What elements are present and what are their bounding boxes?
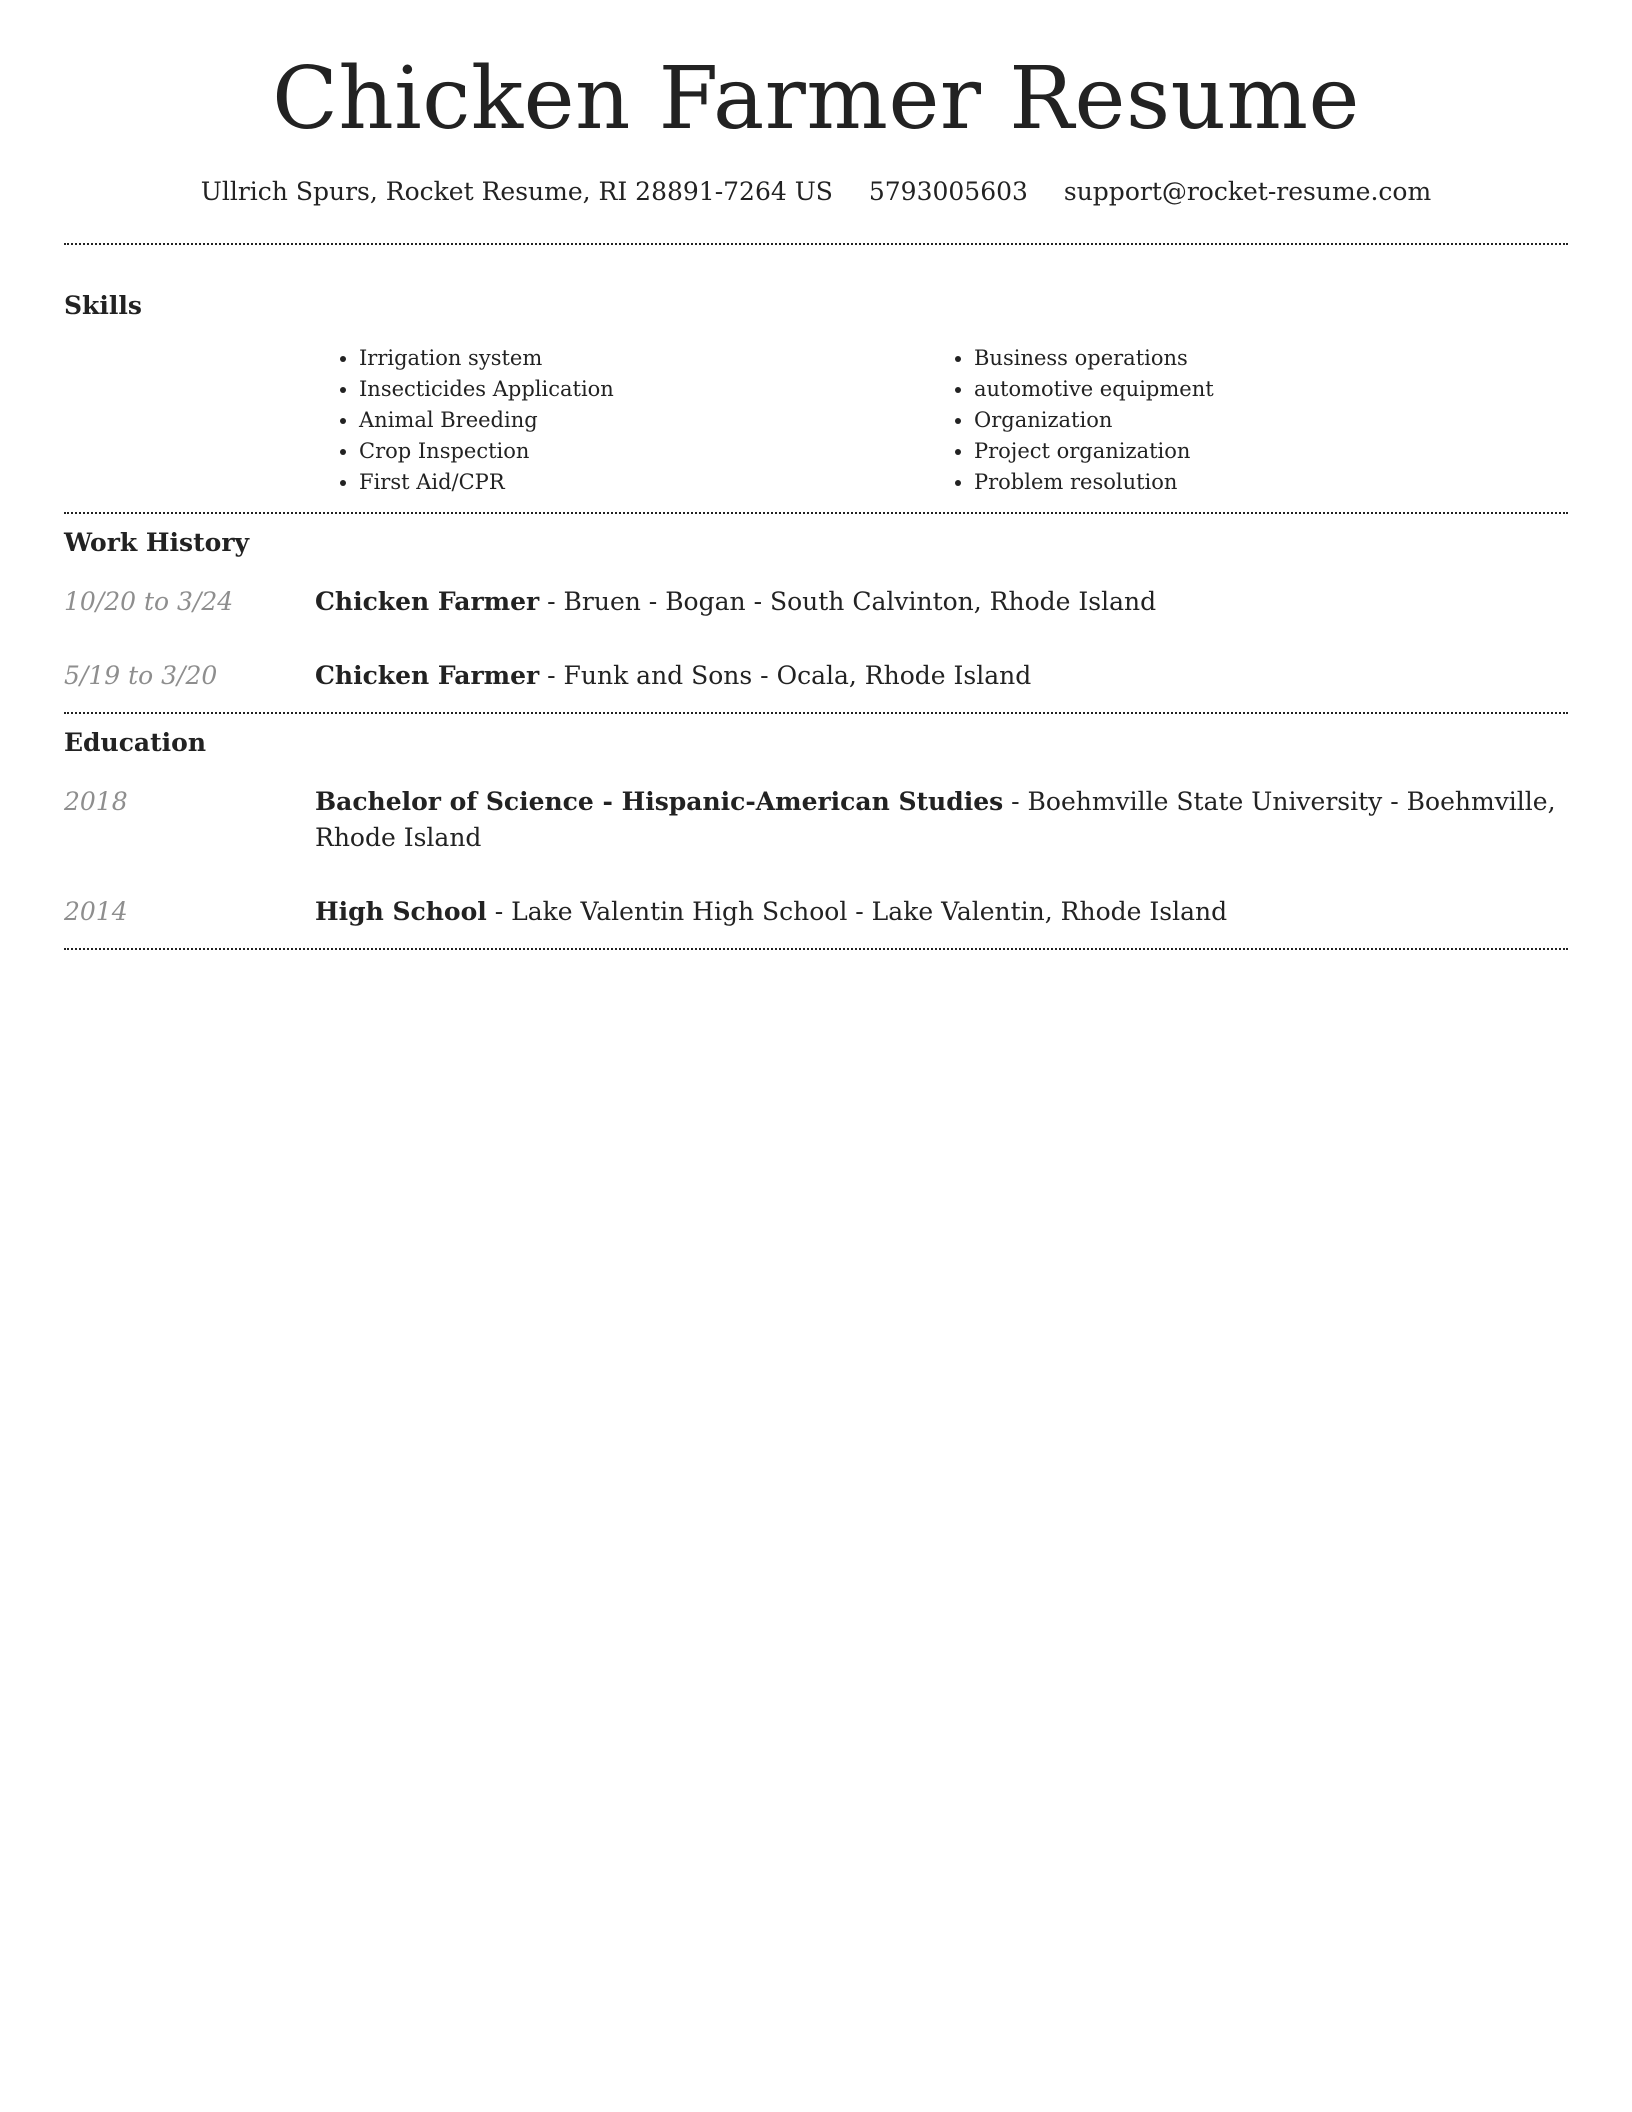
education-entry bbox=[64, 784, 1568, 856]
skill-item: • Insecticides Application bbox=[359, 374, 930, 405]
work-entry bbox=[64, 584, 1568, 620]
degree-title: Bachelor of Science - Hispanic-American Studies bbox=[315, 786, 1004, 816]
work-description bbox=[315, 658, 1568, 694]
skills-column-right bbox=[930, 343, 1545, 498]
education-year: 2014 bbox=[64, 896, 128, 926]
skills-heading: Skills bbox=[64, 290, 142, 320]
education-description bbox=[315, 784, 1568, 856]
skill-item: • Business operations bbox=[974, 343, 1545, 374]
page-title: Chicken Farmer Resume bbox=[272, 49, 1360, 149]
skill-item: • Organization bbox=[974, 405, 1545, 436]
contact-email: support@rocket-resume.com bbox=[1063, 176, 1432, 206]
skill-item: • Animal Breeding bbox=[359, 405, 930, 436]
skills-section bbox=[64, 291, 1568, 512]
school-details: - Boehmville State University - Boehmville, Rhode Island bbox=[315, 786, 1556, 852]
work-description bbox=[315, 584, 1568, 620]
skill-item: • Problem resolution bbox=[974, 467, 1545, 498]
skill-item: • Project organization bbox=[974, 436, 1545, 467]
school-details: - Lake Valentin High School - Lake Valentin, Rhode Island bbox=[486, 896, 1228, 926]
skill-item: • Crop Inspection bbox=[359, 436, 930, 467]
work-history-section bbox=[64, 528, 1568, 694]
education-section bbox=[64, 728, 1568, 930]
job-details: - Funk and Sons - Ocala, Rhode Island bbox=[539, 660, 1032, 690]
education-divider bbox=[64, 948, 1568, 950]
skill-item: • Irrigation system bbox=[359, 343, 930, 374]
job-details: - Bruen - Bogan - South Calvinton, Rhode Island bbox=[539, 586, 1157, 616]
skills-divider bbox=[64, 512, 1568, 514]
contact-address: Ullrich Spurs, Rocket Resume, RI 28891-7264 US bbox=[200, 176, 833, 206]
contact-phone: 5793005603 bbox=[868, 176, 1028, 206]
work-dates: 5/19 to 3/20 bbox=[64, 660, 218, 690]
work-entry bbox=[64, 658, 1568, 694]
skills-grid bbox=[64, 343, 1568, 512]
job-title: Chicken Farmer bbox=[315, 660, 540, 690]
header-divider bbox=[64, 243, 1568, 245]
work-history-heading: Work History bbox=[64, 527, 250, 557]
skills-column-left bbox=[315, 343, 930, 498]
contact-info bbox=[64, 177, 1568, 207]
education-year: 2018 bbox=[64, 786, 128, 816]
degree-title: High School bbox=[315, 896, 487, 926]
education-heading: Education bbox=[64, 727, 207, 757]
education-entry bbox=[64, 894, 1568, 930]
skill-item: • automotive equipment bbox=[974, 374, 1545, 405]
skill-item: • First Aid/CPR bbox=[359, 467, 930, 498]
work-history-divider bbox=[64, 712, 1568, 714]
job-title: Chicken Farmer bbox=[315, 586, 540, 616]
education-description bbox=[315, 894, 1568, 930]
work-dates: 10/20 to 3/24 bbox=[64, 586, 234, 616]
